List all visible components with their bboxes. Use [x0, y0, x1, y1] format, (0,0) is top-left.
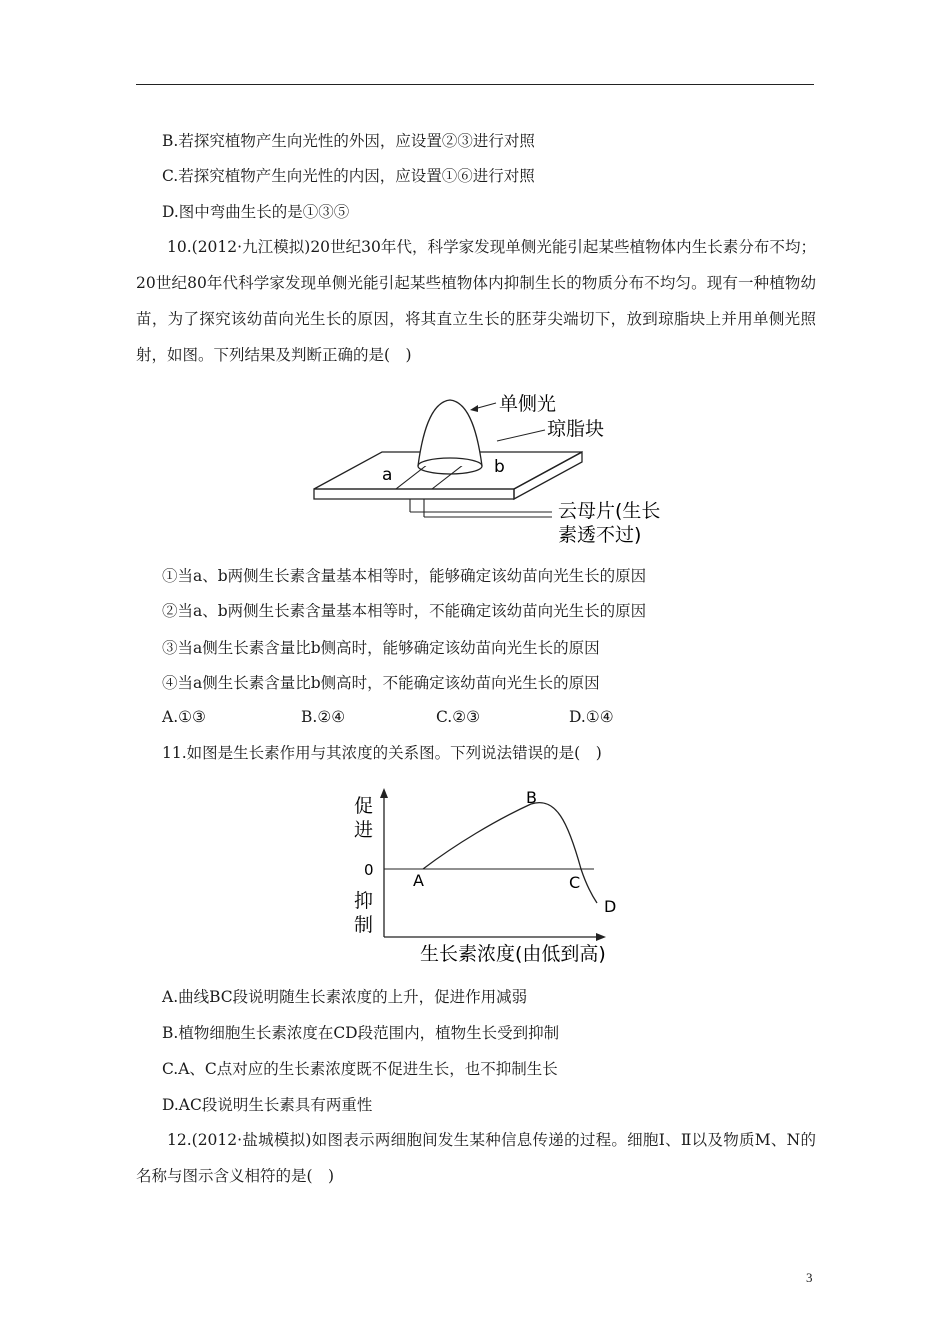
agar-block-front: [314, 489, 514, 499]
q10-stem: 10.(2012·九江模拟)20世纪30年代，科学家发现单侧光能引起某些植物体内生长素分布不均；20世纪80年代科学家发现单侧光能引起某些植物体内抑制生长的物质分布不均匀。现有一种植物幼苗，为了探究该幼苗向光生长的原因，将其直立生长的胚芽尖端切下，放到琼脂块上并用单侧光照射，如图。下列结果及判断正确的是( ): [136, 238, 816, 364]
point-c: C: [569, 873, 581, 892]
q10-option-c: C.②③: [436, 708, 481, 726]
q11-option-c: C.A、C点对应的生长素浓度既不促进生长，也不抑制生长: [162, 1060, 558, 1078]
agar-block-side: [514, 452, 582, 499]
label-agar: 琼脂块: [547, 418, 605, 440]
q12-stem: 12.(2012·盐城模拟)如图表示两细胞间发生某种信息传递的过程。细胞Ⅰ、Ⅱ以及物质M、N的名称与图示含义相符的是( ): [136, 1131, 816, 1185]
q10-option-b: B.②④: [301, 708, 346, 726]
q11-stem: 11.如图是生长素作用与其浓度的关系图。下列说法错误的是( ): [162, 744, 602, 762]
q10-statement-3: ③当a侧生长素含量比b侧高时，能够确定该幼苗向光生长的原因: [162, 639, 600, 657]
q10-statement-1: ①当a、b两侧生长素含量基本相等时，能够确定该幼苗向光生长的原因: [162, 567, 647, 585]
q9-option-b: B.若探究植物产生向光性的外因，应设置②③进行对照: [162, 132, 535, 150]
q11-option-b: B.植物细胞生长素浓度在CD段范围内，植物生长受到抑制: [162, 1024, 560, 1042]
label-inhibit-1: 抑: [354, 890, 374, 912]
label-mica-1: 云母片(生长: [558, 500, 661, 522]
q11-option-d: D.AC段说明生长素具有两重性: [162, 1096, 373, 1114]
label-zero: 0: [364, 861, 374, 879]
q11-option-a: A.曲线BC段说明随生长素浓度的上升，促进作用减弱: [162, 988, 528, 1006]
x-axis-label: 生长素浓度(由低到高): [420, 943, 606, 965]
q9-option-c: C.若探究植物产生向光性的内因，应设置①⑥进行对照: [162, 167, 535, 185]
point-a: A: [413, 871, 424, 890]
page-number: 3: [806, 1270, 813, 1285]
label-b: b: [494, 457, 505, 477]
header-rule: [136, 84, 814, 85]
label-a: a: [382, 465, 393, 485]
label-mica-2: 素透不过): [558, 524, 642, 546]
q10-statement-2: ②当a、b两侧生长素含量基本相等时，不能确定该幼苗向光生长的原因: [162, 602, 647, 620]
q9-option-d: D.图中弯曲生长的是①③⑤: [162, 203, 350, 221]
q11-figure: [346, 782, 646, 967]
point-d: D: [604, 897, 617, 916]
q10-option-d: D.①④: [569, 708, 614, 726]
point-b: B: [526, 788, 537, 807]
label-light: 单侧光: [499, 393, 557, 415]
label-promote-1: 促: [354, 795, 374, 817]
q10-figure: [300, 386, 680, 546]
label-promote-2: 进: [354, 819, 374, 841]
q10-option-a: A.①③: [162, 708, 206, 726]
label-inhibit-2: 制: [354, 914, 374, 936]
q10-statement-4: ④当a侧生长素含量比b侧高时，不能确定该幼苗向光生长的原因: [162, 674, 600, 692]
